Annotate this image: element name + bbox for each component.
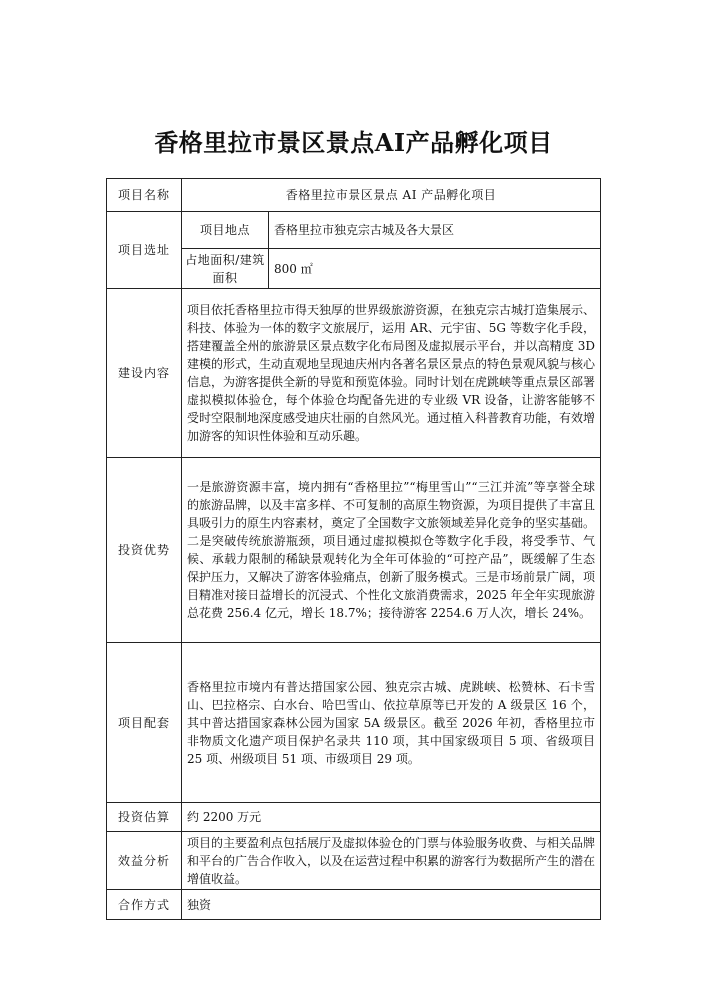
page-title: 香格里拉市景区景点AI产品孵化项目 [154, 128, 553, 157]
location-label: 项目地点 [182, 212, 269, 249]
area-value: 800 ㎡ [269, 249, 601, 289]
row-area [107, 249, 601, 289]
row-location [107, 212, 601, 249]
row-advantage [107, 458, 601, 643]
row-benefit [107, 832, 601, 890]
advantage-text: 一是旅游资源丰富，境内拥有“香格里拉”“梅里雪山”“三江并流”等享誉全球的旅游品牌，以及丰富多样、不可复制的高原生物资源，为项目提供了丰富且具吸引力的原生内容素材，奠定了全国数字文旅领域差异化竞争的坚实基础。二是突破传统旅游瓶颈，项目通过虚拟模拟仓等数字化手段，将受季节、气候、承载力限制的稀缺景观转化为全年可体验的“可控产品”，既缓解了生态保护压力，又解决了游客体验痛点，创新了服务模式。三是市场前景广阔，项目精准对接日益增长的沉浸式、个性化文旅消费需求，2025 年全年实现旅游总花费 256.4 亿元，增长 18.7%；接待游客 2254.6 万人次，增长 24%。 [182, 458, 601, 643]
cooperation-value: 独资 [182, 890, 601, 920]
advantage-label: 投资优势 [107, 458, 182, 643]
row-project-name [107, 179, 601, 212]
benefit-label: 效益分析 [107, 832, 182, 890]
project-info-table [106, 178, 601, 920]
project-name-label: 项目名称 [107, 179, 182, 212]
construction-label: 建设内容 [107, 289, 182, 458]
project-name-value: 香格里拉市景区景点 AI 产品孵化项目 [182, 179, 601, 212]
location-value: 香格里拉市独克宗古城及各大景区 [269, 212, 601, 249]
area-label: 占地面积/建筑面积 [182, 249, 269, 289]
site-label: 项目选址 [107, 212, 182, 289]
row-cooperation [107, 890, 601, 920]
benefit-text: 项目的主要盈利点包括展厅及虚拟体验仓的门票与体验服务收费、与相关品牌和平台的广告合作收入，以及在运营过程中积累的游客行为数据所产生的潜在增值收益。 [182, 832, 601, 890]
construction-text: 项目依托香格里拉市得天独厚的世界级旅游资源，在独克宗古城打造集展示、科技、体验为一体的数字文旅展厅，运用 AR、元宇宙、5G 等数字化手段，搭建覆盖全州的旅游景区景点数字化布局图及虚拟展示平台，并以高精度 3D 建模的形式，生动直观地呈现迪庆州内各著名景区景点的特色景观风貌与核心信息，为游客提供全新的导览和预览体验。同时计划在虎跳峡等重点景区部署虚拟模拟体验仓，每个体验仓均配备先进的专业级 VR 设备，让游客能够不受时空限制地深度感受迪庆壮丽的自然风光。通过植入科普教育功能，有效增加游客的知识性体验和互动乐趣。 [182, 289, 601, 458]
row-construction [107, 289, 601, 458]
supporting-text: 香格里拉市境内有普达措国家公园、独克宗古城、虎跳峡、松赞林、石卡雪山、巴拉格宗、白水台、哈巴雪山、依拉草原等已开发的 A 级景区 16 个，其中普达措国家森林公园为国家 5A 级景区。截至 2026 年初，香格里拉市非物质文化遗产项目保护名录共 110 项，其中国家级项目 5 项、省级项目 25 项、州级项目 51 项、市级项目 29 项。 [182, 643, 601, 803]
row-supporting [107, 643, 601, 803]
supporting-label: 项目配套 [107, 643, 182, 803]
row-investment [107, 803, 601, 832]
investment-label: 投资估算 [107, 803, 182, 832]
cooperation-label: 合作方式 [107, 890, 182, 920]
investment-value: 约 2200 万元 [182, 803, 601, 832]
